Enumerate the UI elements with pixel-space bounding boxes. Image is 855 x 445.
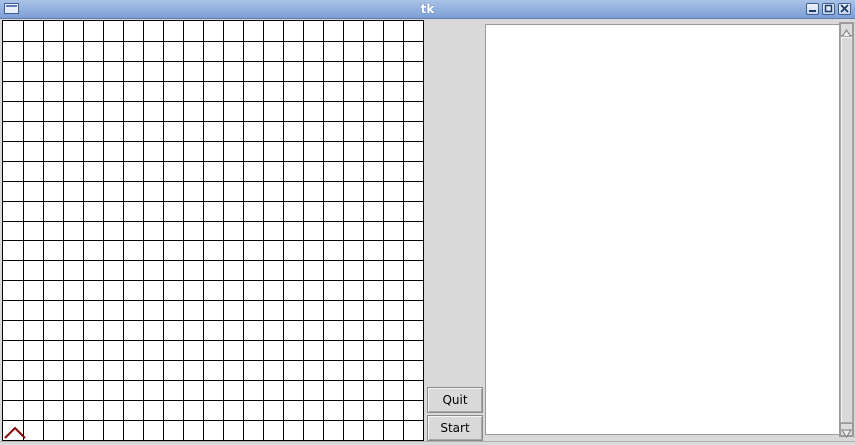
- maximize-icon: [823, 4, 834, 14]
- scroll-down-button[interactable]: [840, 423, 853, 436]
- close-icon: [839, 4, 850, 14]
- scroll-up-button[interactable]: [840, 23, 853, 36]
- grid-canvas[interactable]: [2, 20, 424, 441]
- scroll-thumb[interactable]: [840, 36, 853, 423]
- caret-up-icon: [4, 425, 26, 439]
- vertical-scrollbar[interactable]: [839, 22, 854, 437]
- window-title: tk: [420, 2, 435, 16]
- close-button[interactable]: [838, 3, 851, 15]
- grid-lines: [3, 21, 423, 440]
- window-bottom-edge: [0, 441, 855, 445]
- output-text-area[interactable]: [485, 24, 840, 435]
- minimize-icon: [807, 4, 818, 14]
- minimize-button[interactable]: [806, 3, 819, 15]
- maximize-button[interactable]: [822, 3, 835, 15]
- start-button[interactable]: Start: [427, 415, 483, 441]
- scroll-down-icon: [841, 428, 852, 439]
- quit-button[interactable]: Quit: [427, 387, 483, 413]
- title-bar[interactable]: [0, 0, 855, 19]
